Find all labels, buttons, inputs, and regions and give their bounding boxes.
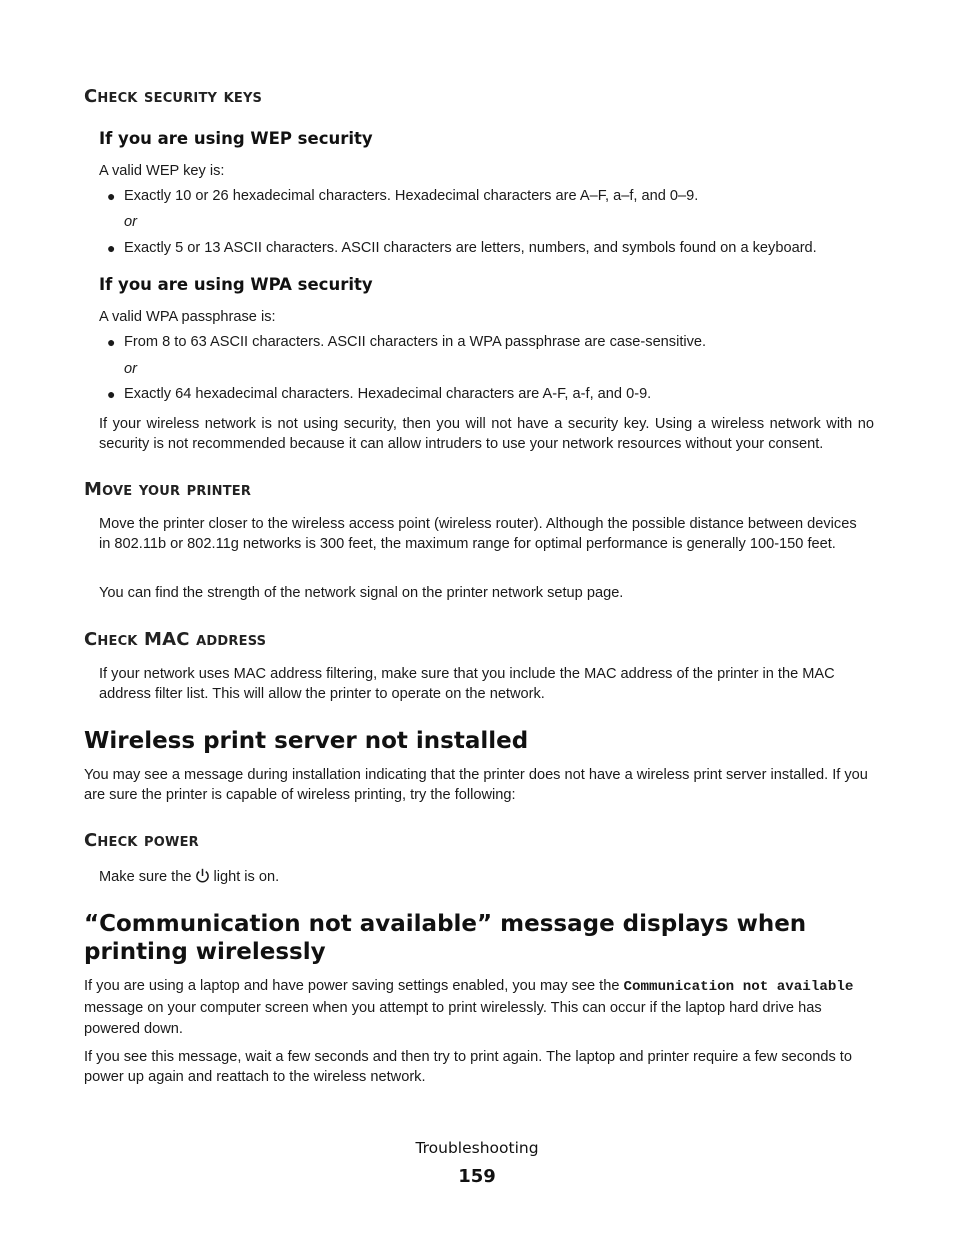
move-printer-paragraph-1: Move the printer closer to the wireless access point (wireless router). Although the possible distance between devices in 802.11b or 802.11g networks is 300 feet, the maximum range for optimal performance is generally 100-150 feet. xyxy=(99,516,857,552)
section-heading-move-printer: Move your printer xyxy=(84,479,252,500)
wep-or: or xyxy=(124,214,137,230)
footer-label: Troubleshooting xyxy=(415,1139,539,1157)
wireless-server-paragraph: You may see a message during installation indicating that the printer does not have a wireless print server installed. If you are sure the printer is capable of wireless printing, try the following: xyxy=(84,767,868,803)
check-mac-paragraph: If your network uses MAC address filtering, make sure that you include the MAC address of the printer in the MAC address filter list. This will allow the printer to operate on the network. xyxy=(99,666,835,702)
section-heading-check-mac: Check MAC address xyxy=(84,629,267,650)
power-icon xyxy=(195,868,210,890)
wep-bullet-2: Exactly 5 or 13 ASCII characters. ASCII characters are letters, numbers, and symbols found on a keyboard. xyxy=(124,240,817,256)
section-heading-check-power: Check power xyxy=(84,830,199,851)
check-power-text-before: Make sure the xyxy=(99,869,192,885)
security-note: If your wireless network is not using security, then you will not have a security key. Using a wireless network with no security is not recommended because it can allow intruders to use your network resources without your consent. xyxy=(99,416,874,452)
communication-paragraph-2: If you see this message, wait a few seconds and then try to print again. The laptop and printer require a few seconds to power up again and reattach to the wireless network. xyxy=(84,1049,852,1085)
wpa-bullet-2: Exactly 64 hexadecimal characters. Hexadecimal characters are A-F, a-f, and 0-9. xyxy=(124,386,652,402)
page-number: 159 xyxy=(458,1166,496,1187)
wpa-bullet-1: From 8 to 63 ASCII characters. ASCII characters in a WPA passphrase are case-sensitive. xyxy=(124,334,707,350)
bullet-icon: ● xyxy=(107,240,116,256)
wep-bullet-1: Exactly 10 or 26 hexadecimal characters. Hexadecimal characters are A–F, a–f, and 0–9. xyxy=(124,188,699,204)
section-heading-check-security-keys: Check security keys xyxy=(84,86,263,107)
wep-intro: A valid WEP key is: xyxy=(99,163,225,179)
section-title-wireless-server: Wireless print server not installed xyxy=(84,728,529,754)
communication-text-a: If you are using a laptop and have power saving settings enabled, you may see the xyxy=(84,978,620,994)
subheading-wep: If you are using WEP security xyxy=(99,129,373,148)
wpa-intro: A valid WPA passphrase is: xyxy=(99,309,276,325)
bullet-icon: ● xyxy=(107,386,116,402)
bullet-icon: ● xyxy=(107,334,116,350)
check-power-text-after: light is on. xyxy=(213,869,280,885)
move-printer-paragraph-2: You can find the strength of the network signal on the printer network setup page. xyxy=(99,585,624,601)
section-title-communication: “Communication not available” message displays when printing wirelessly xyxy=(84,911,807,965)
communication-paragraph-1 xyxy=(84,976,874,1040)
subheading-wpa: If you are using WPA security xyxy=(99,275,373,294)
check-power-paragraph xyxy=(99,867,279,890)
wpa-or: or xyxy=(124,361,137,377)
bullet-icon: ● xyxy=(107,188,116,204)
communication-text-b: message on your computer screen when you attempt to print wirelessly. This can occur if the laptop hard drive has powered down. xyxy=(84,1000,822,1037)
communication-code: Communication not available xyxy=(623,979,854,995)
